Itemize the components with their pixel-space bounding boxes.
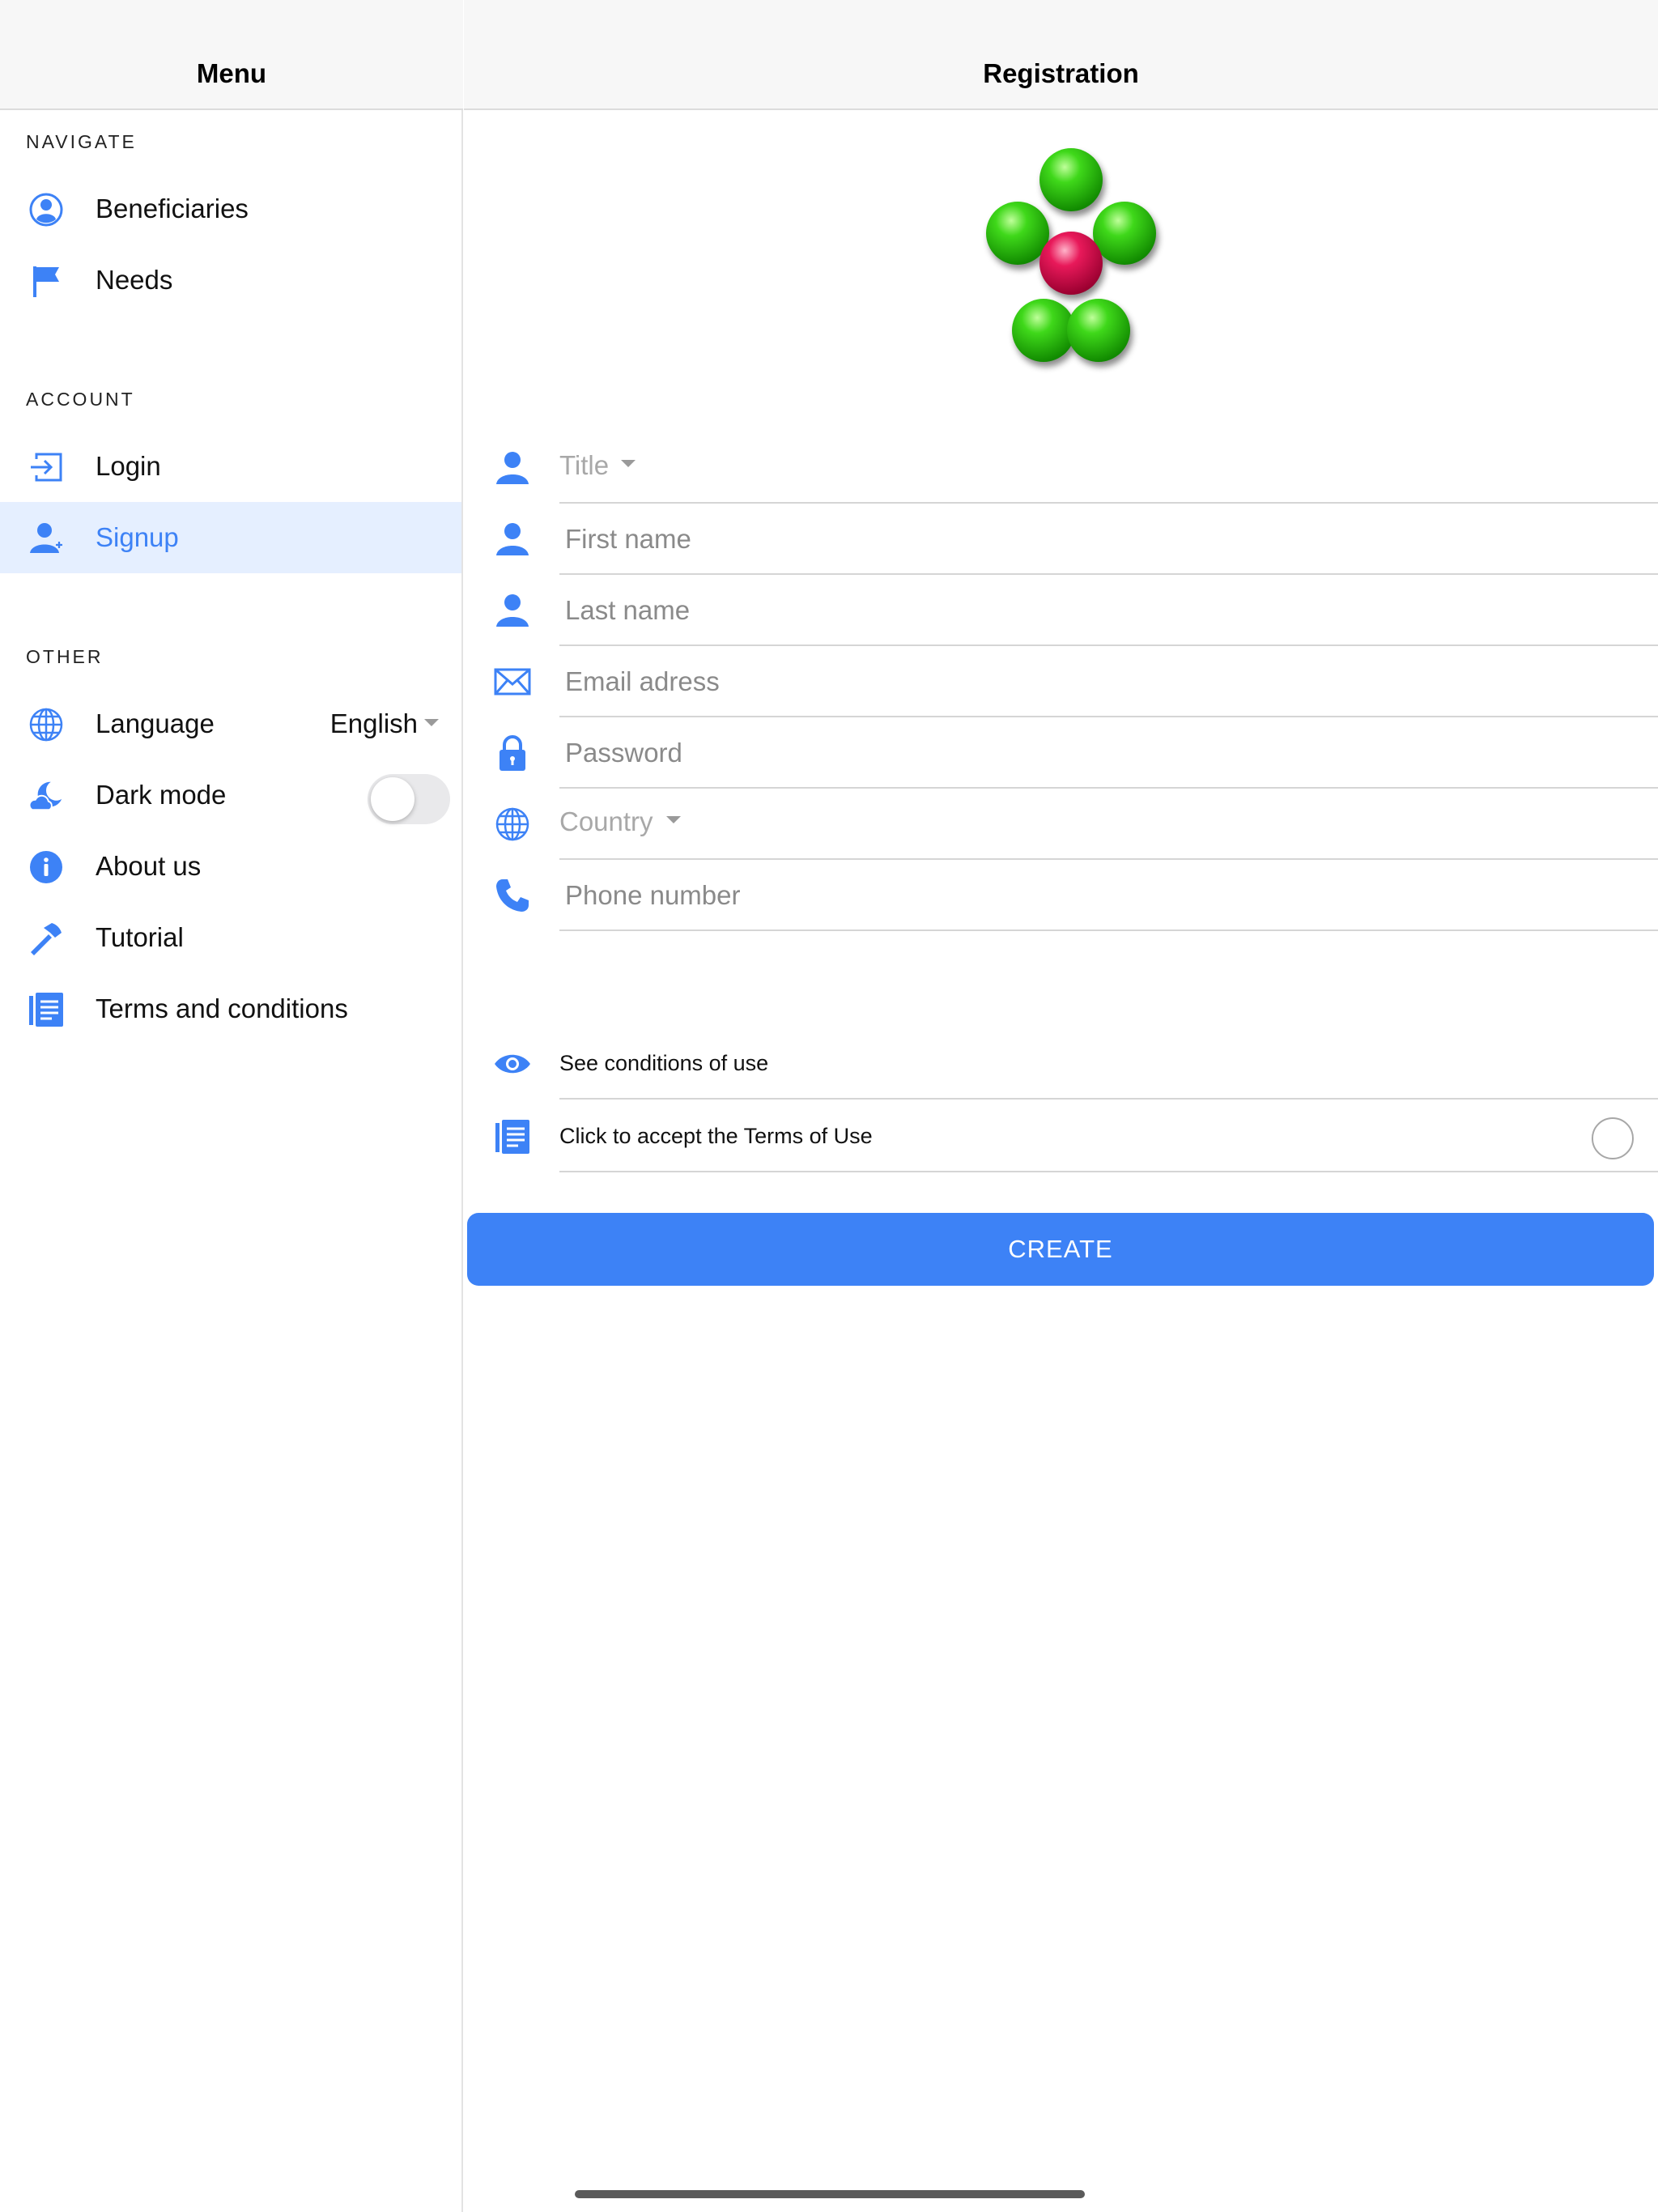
chevron-down-icon bbox=[424, 719, 439, 726]
divider bbox=[559, 929, 1658, 931]
divider bbox=[559, 1171, 1658, 1172]
page-title: Registration bbox=[983, 58, 1139, 88]
sidebar-item-login[interactable] bbox=[0, 431, 461, 502]
accept-terms-radio[interactable] bbox=[1592, 1117, 1634, 1159]
see-conditions-row[interactable] bbox=[464, 1028, 1658, 1100]
envelope-icon bbox=[493, 662, 532, 701]
sidebar-item-dark-mode bbox=[0, 759, 461, 831]
sidebar bbox=[0, 0, 463, 2212]
moon-cloud-icon bbox=[28, 777, 65, 815]
lock-icon bbox=[493, 734, 532, 772]
sidebar-item-label: Terms and conditions bbox=[96, 993, 348, 1023]
sidebar-item-label: Signup bbox=[96, 522, 179, 552]
password-row bbox=[464, 717, 1658, 789]
phone-icon bbox=[493, 876, 532, 915]
section-label-account: ACCOUNT bbox=[26, 389, 135, 410]
globe-icon bbox=[28, 706, 65, 743]
app-logo bbox=[943, 138, 1186, 381]
first-name-row bbox=[464, 504, 1658, 575]
add-user-icon bbox=[28, 520, 65, 557]
main-header bbox=[464, 0, 1658, 110]
sidebar-item-label: About us bbox=[96, 851, 202, 881]
last-name-field[interactable] bbox=[565, 589, 1618, 632]
sidebar-item-label: Tutorial bbox=[96, 922, 184, 952]
person-icon bbox=[493, 591, 532, 630]
email-row bbox=[464, 646, 1658, 717]
sidebar-header bbox=[0, 0, 463, 110]
sidebar-item-signup[interactable] bbox=[0, 502, 461, 573]
chevron-down-icon bbox=[621, 460, 636, 467]
section-label-navigate: NAVIGATE bbox=[26, 131, 137, 152]
email-field[interactable] bbox=[565, 661, 1618, 703]
sidebar-item-language[interactable] bbox=[0, 688, 461, 759]
document-icon bbox=[493, 1117, 532, 1156]
title-select[interactable]: Title bbox=[559, 450, 610, 480]
globe-icon bbox=[493, 805, 532, 844]
accept-terms-row[interactable] bbox=[464, 1101, 1658, 1172]
sidebar-item-label: Beneficiaries bbox=[96, 194, 249, 223]
last-name-row bbox=[464, 575, 1658, 646]
chevron-down-icon bbox=[666, 816, 681, 823]
toggle-knob bbox=[371, 777, 414, 821]
info-icon bbox=[28, 849, 65, 886]
country-select-row[interactable] bbox=[464, 789, 1658, 860]
divider bbox=[559, 1098, 1658, 1100]
home-indicator bbox=[575, 2190, 1085, 2198]
phone-row bbox=[464, 860, 1658, 931]
person-icon bbox=[493, 520, 532, 559]
sidebar-item-about-us[interactable] bbox=[0, 831, 461, 902]
sidebar-item-beneficiaries[interactable] bbox=[0, 173, 461, 245]
first-name-field[interactable] bbox=[565, 518, 1618, 560]
dark-mode-toggle[interactable] bbox=[368, 774, 450, 824]
title-select-row[interactable] bbox=[464, 432, 1658, 504]
sidebar-title: Menu bbox=[196, 58, 267, 88]
person-circle-icon bbox=[28, 191, 65, 228]
sidebar-item-terms[interactable] bbox=[0, 973, 461, 1044]
phone-number-field[interactable] bbox=[565, 874, 1618, 917]
document-icon bbox=[28, 991, 65, 1028]
hammer-icon bbox=[28, 920, 65, 957]
sidebar-item-label: Needs bbox=[96, 265, 173, 295]
create-button[interactable]: CREATE bbox=[467, 1213, 1654, 1286]
country-select[interactable]: Country bbox=[559, 806, 653, 836]
accept-terms-label: Click to accept the Terms of Use bbox=[559, 1124, 873, 1148]
sidebar-item-label: Language bbox=[96, 708, 215, 738]
login-icon bbox=[28, 449, 65, 486]
sidebar-item-label: Login bbox=[96, 451, 161, 481]
sidebar-item-label: Dark mode bbox=[96, 780, 227, 810]
person-icon bbox=[493, 449, 532, 487]
flag-icon bbox=[28, 262, 65, 300]
main-panel bbox=[464, 0, 1658, 2212]
see-conditions-link[interactable]: See conditions of use bbox=[559, 1051, 769, 1075]
section-label-other: OTHER bbox=[26, 646, 104, 667]
sidebar-item-needs[interactable] bbox=[0, 245, 461, 316]
eye-icon bbox=[493, 1044, 532, 1083]
language-value[interactable]: English bbox=[329, 708, 418, 738]
sidebar-item-tutorial[interactable] bbox=[0, 902, 461, 973]
password-field[interactable] bbox=[565, 732, 1618, 774]
